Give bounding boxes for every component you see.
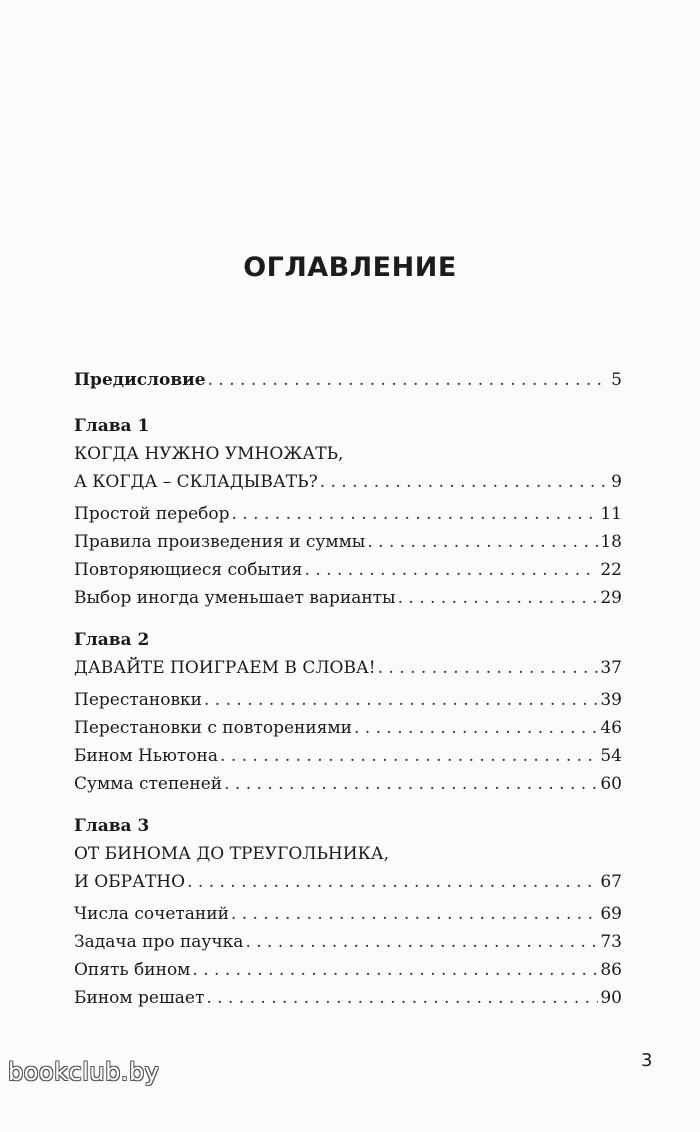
toc-entry[interactable] <box>74 984 622 1012</box>
toc-entry-label: А КОГДА – СКЛАДЫВАТЬ? <box>74 472 318 492</box>
chapter-heading: ОТ БИНОМА ДО ТРЕУГОЛЬНИКА, <box>74 844 389 864</box>
page-title: ОГЛАВЛЕНИЕ <box>243 252 457 283</box>
chapter-label: Глава 1 <box>74 416 150 436</box>
toc-entry[interactable] <box>74 770 622 798</box>
toc-page-number: 90 <box>600 988 622 1008</box>
dot-leader <box>232 500 599 528</box>
toc-page-number: 37 <box>600 658 622 678</box>
toc-entry[interactable] <box>74 928 622 956</box>
toc-entry-label: Сумма степеней <box>74 774 223 794</box>
toc-entry-preface[interactable] <box>74 366 622 394</box>
toc-page-number: 11 <box>600 504 622 524</box>
toc-entry-label: Простой перебор <box>74 504 230 524</box>
toc-entry-label: Правила произведения и суммы <box>74 532 366 552</box>
toc-page-number: 46 <box>600 718 622 738</box>
toc-entry[interactable] <box>74 556 622 584</box>
toc-entry-label: Числа сочетаний <box>74 904 229 924</box>
toc-page-number: 39 <box>600 690 622 710</box>
chapter-label: Глава 3 <box>74 816 150 836</box>
dot-leader <box>204 686 598 714</box>
toc-entry-chapter-heading[interactable] <box>74 868 622 896</box>
dot-leader <box>320 468 609 496</box>
page-number: 3 <box>641 1050 653 1071</box>
toc-entry-label: Задача про паучка <box>74 932 244 952</box>
toc-entry[interactable] <box>74 714 622 742</box>
dot-leader <box>245 928 598 956</box>
toc-entry-label: Опять бином <box>74 960 191 980</box>
toc-page-number: 73 <box>600 932 622 952</box>
toc-entry-label: Бином Ньютона <box>74 746 219 766</box>
toc-entry[interactable] <box>74 686 622 714</box>
table-of-contents <box>74 366 622 1012</box>
toc-page-number: 5 <box>611 370 622 390</box>
dot-leader <box>220 742 598 770</box>
toc-entry-label: Перестановки <box>74 690 202 710</box>
dot-leader <box>398 584 599 612</box>
chapter-label: Глава 2 <box>74 630 150 650</box>
toc-page-number: 60 <box>600 774 622 794</box>
watermark: bookclub.by <box>8 1058 160 1086</box>
toc-entry-label: Бином решает <box>74 988 205 1008</box>
toc-entry[interactable] <box>74 900 622 928</box>
dot-leader <box>354 714 598 742</box>
toc-entry[interactable] <box>74 500 622 528</box>
chapter-heading: КОГДА НУЖНО УМНОЖАТЬ, <box>74 444 344 464</box>
toc-page-number: 67 <box>600 872 622 892</box>
toc-page-number: 22 <box>600 560 622 580</box>
toc-entry[interactable] <box>74 584 622 612</box>
toc-entry[interactable] <box>74 956 622 984</box>
toc-page-number: 18 <box>600 532 622 552</box>
toc-page-number: 29 <box>600 588 622 608</box>
toc-page-number: 69 <box>600 904 622 924</box>
toc-page-number: 54 <box>600 746 622 766</box>
toc-entry-label: ДАВАЙТЕ ПОИГРАЕМ В СЛОВА! <box>74 658 376 678</box>
dot-leader <box>224 770 598 798</box>
toc-entry-label: Перестановки с повторениями <box>74 718 352 738</box>
toc-entry-label: И ОБРАТНО <box>74 872 186 892</box>
dot-leader <box>206 984 598 1012</box>
toc-entry[interactable] <box>74 742 622 770</box>
toc-entry-label: Выбор иногда уменьшает варианты <box>74 588 396 608</box>
dot-leader <box>187 868 598 896</box>
toc-page-number: 9 <box>611 472 622 492</box>
toc-entry[interactable] <box>74 528 622 556</box>
dot-leader <box>192 956 598 984</box>
dot-leader <box>378 654 599 682</box>
dot-leader <box>305 556 599 584</box>
dot-leader <box>208 366 610 394</box>
toc-entry-chapter-heading[interactable] <box>74 468 622 496</box>
dot-leader <box>231 900 598 928</box>
toc-entry-label: Повторяющиеся события <box>74 560 303 580</box>
toc-page-number: 86 <box>600 960 622 980</box>
toc-entry-chapter-heading[interactable] <box>74 654 622 682</box>
toc-entry-label: Предисловие <box>74 370 206 390</box>
dot-leader <box>367 528 598 556</box>
